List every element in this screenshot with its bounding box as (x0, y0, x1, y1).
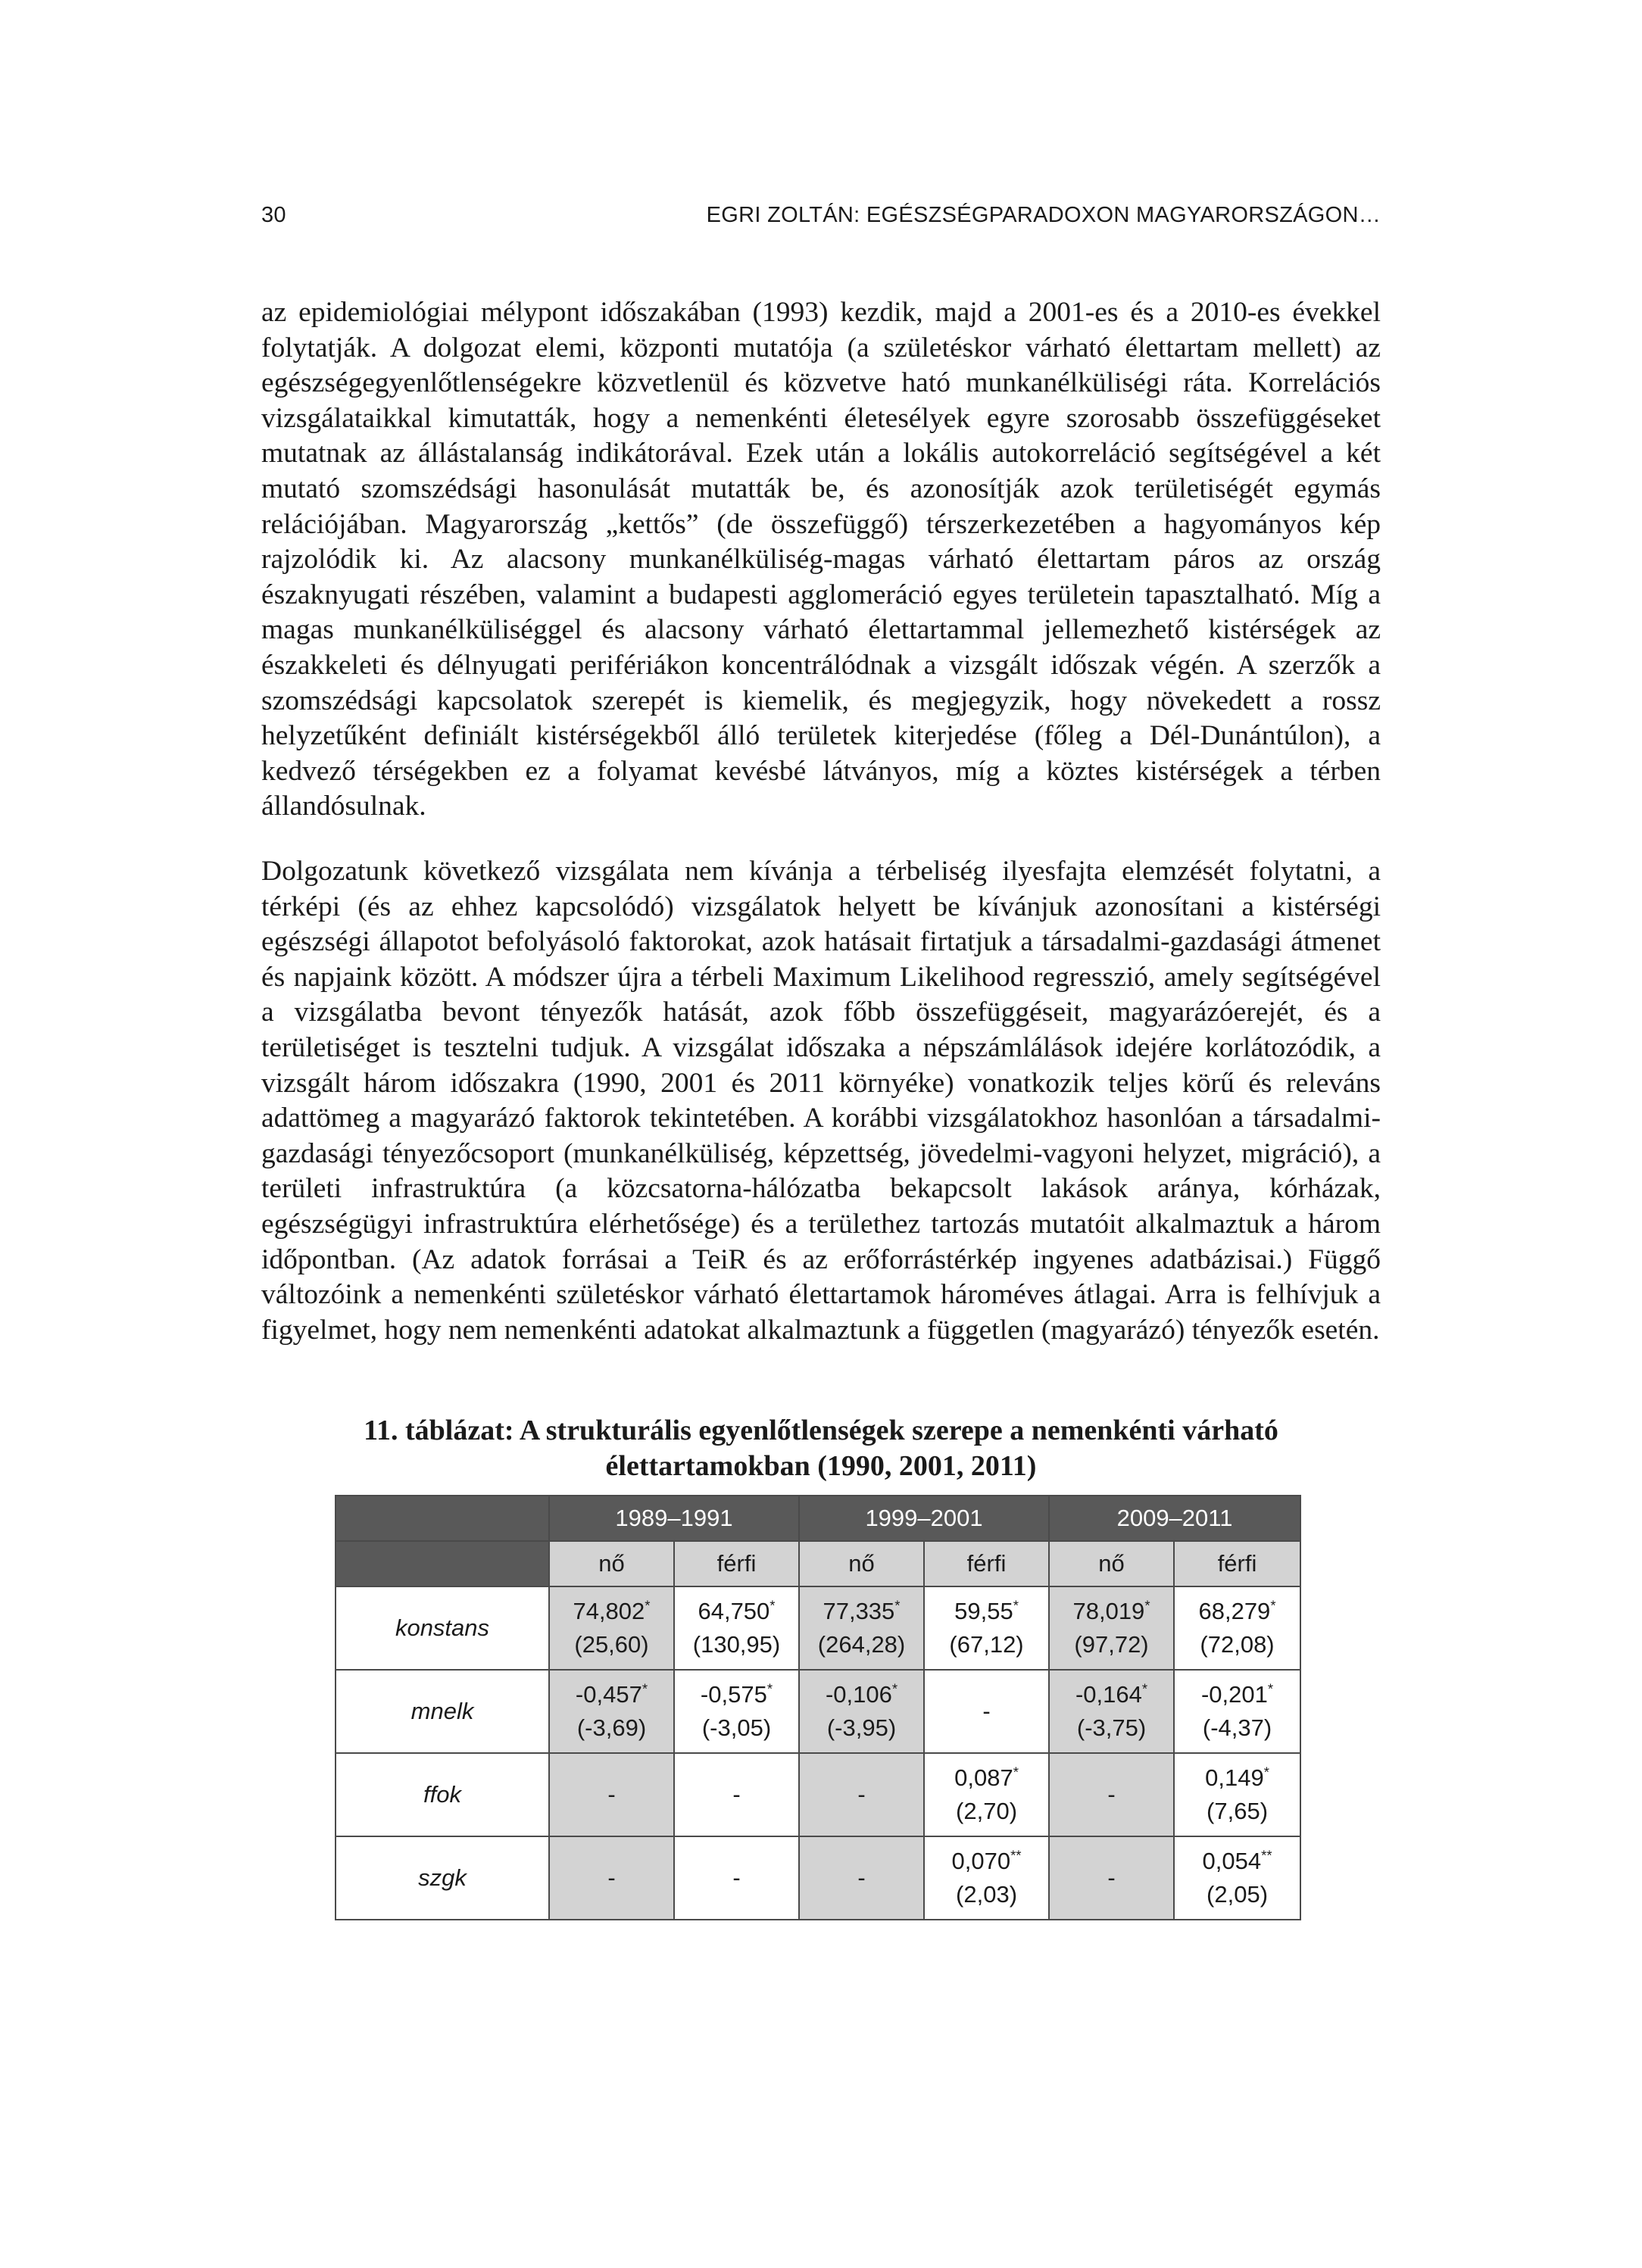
significance-mark: * (1144, 1597, 1150, 1614)
table-cell (549, 1586, 674, 1670)
table-cell (549, 1836, 674, 1920)
table-row (336, 1586, 1300, 1670)
variable-label: ffok (336, 1753, 549, 1836)
header-corner (336, 1496, 549, 1541)
table-cell (1049, 1753, 1174, 1836)
table-cell (674, 1753, 799, 1836)
body-paragraph-2: Dolgozatunk következő vizsgálata nem kívánja a térbeliség ilyesfajta elemzését folytatni, a térképi (és az ehhez kapcsolódó) vizsgálatok helyett be kívánjuk azonosítani a kistérségi egészségi állapotot befolyásoló faktorokat, azok hatásait firtatjuk a társadalmi-gazdasági átmenet és napjaink között. A módszer újra a térbeli Maximum Likelihood regresszió, amely segítségével a vizsgálatba bevont tényezők hatását, azok főbb összefüggéseit, magyarázóerejét, és a területiséget is tesztelni tudjuk. A vizsgálat időszaka a népszámlálások idejére korlátozódik, a vizsgált három időszakra (1990, 2001 és 2011 környéke) vonatkozik teljes körű és releváns adattömeg a magyarázó faktorok tekintetében. A korábbi vizsgálatokhoz hasonlóan a társadalmi-gazdasági tényezőcsoport (munkanélküliség, képzettség, jövedelmi-vagyoni helyzet, migráció), a területi infrastruktúra (a közcsatorna-hálózatba bekapcsolt lakások aránya, kórházak, egészségügyi infrastruktúra elérhetősége) és a területhez tartozás mutatóit alkalmaztuk a három időpontban. (Az adatok forrásai a TeiR és az erőforrástérkép ingyenes adatbázisai.) Függő változóink a nemenkénti születéskor várható élettartamok hároméves átlagai. Arra is felhívjuk a figyelmet, hogy nem nemenkénti adatokat alkalmaztunk a független (magyarázó) tényezők esetén. (261, 856, 1381, 1346)
t-value: (-4,37) (1202, 1714, 1272, 1741)
period-header: 2009–2011 (1049, 1496, 1300, 1541)
coefficient: 77,335 (823, 1598, 895, 1624)
significance-mark: * (645, 1597, 651, 1614)
coefficient: 59,55 (954, 1598, 1013, 1624)
t-value: (-3,95) (826, 1714, 897, 1741)
variable-label: konstans (336, 1586, 549, 1670)
t-value: (2,70) (956, 1798, 1018, 1824)
table-cell (674, 1586, 799, 1670)
table-cell (924, 1753, 1049, 1836)
coefficient: -0,457 (575, 1681, 642, 1708)
table-cell (799, 1836, 924, 1920)
t-value: (2,03) (956, 1881, 1018, 1908)
sex-header: nő (549, 1541, 674, 1586)
coefficient: 0,149 (1205, 1764, 1264, 1791)
table-cell (1174, 1836, 1300, 1920)
coefficient: 0,070 (951, 1848, 1011, 1874)
period-header: 1999–2001 (799, 1496, 1049, 1541)
table-cell (1049, 1670, 1174, 1753)
table-cell (549, 1670, 674, 1753)
period-header: 1989–1991 (549, 1496, 799, 1541)
header-corner (336, 1541, 549, 1586)
coefficient: - (732, 1781, 741, 1808)
table-cell (1174, 1586, 1300, 1670)
coefficient: 0,054 (1202, 1848, 1262, 1874)
t-value: (-3,75) (1076, 1714, 1147, 1741)
sex-header: nő (799, 1541, 924, 1586)
coefficient: - (1107, 1864, 1116, 1891)
table-cell (924, 1586, 1049, 1670)
running-head (261, 203, 1381, 236)
coefficient: - (982, 1698, 991, 1724)
coefficient: -0,575 (700, 1681, 767, 1708)
coefficient: -0,201 (1200, 1681, 1268, 1708)
coefficient: - (607, 1864, 616, 1891)
table-header-periods (336, 1496, 1300, 1541)
t-value: (264,28) (817, 1631, 906, 1658)
table-cell (1174, 1670, 1300, 1753)
page-number: 30 (261, 203, 286, 227)
coefficient: -0,106 (825, 1681, 892, 1708)
table-cell (799, 1753, 924, 1836)
sex-header: férfi (1174, 1541, 1300, 1586)
coefficient: 64,750 (698, 1598, 770, 1624)
significance-mark: * (642, 1680, 648, 1697)
significance-mark: ** (1261, 1847, 1272, 1864)
coefficient: 68,279 (1198, 1598, 1271, 1624)
variable-label: szgk (336, 1836, 549, 1920)
significance-mark: * (766, 1680, 773, 1697)
coefficient: - (857, 1864, 866, 1891)
significance-mark: * (894, 1597, 901, 1614)
significance-mark: * (1141, 1680, 1148, 1697)
coefficient: - (857, 1781, 866, 1808)
table-cell (799, 1670, 924, 1753)
significance-mark: * (1267, 1680, 1274, 1697)
table-cell (549, 1753, 674, 1836)
coefficient: 0,087 (954, 1764, 1013, 1791)
significance-mark: * (1270, 1597, 1276, 1614)
sex-header: férfi (924, 1541, 1049, 1586)
table-caption: 11. táblázat: A strukturális egyenlőtlenségek szerepe a nemenkénti várható élettartamokban (1990, 2001, 2011) (364, 1415, 1278, 1482)
table-row (336, 1753, 1300, 1836)
table-cell (924, 1670, 1049, 1753)
t-value: (-3,05) (701, 1714, 772, 1741)
t-value: (7,65) (1207, 1798, 1269, 1824)
t-value: (67,12) (949, 1631, 1024, 1658)
coefficient: 74,802 (573, 1598, 645, 1624)
t-value: (97,72) (1074, 1631, 1149, 1658)
table-cell (1049, 1586, 1174, 1670)
sex-header: férfi (674, 1541, 799, 1586)
table-header-sexes (336, 1541, 1300, 1586)
coefficient: 78,019 (1072, 1598, 1145, 1624)
variable-label: mnelk (336, 1670, 549, 1753)
table-cell (1049, 1836, 1174, 1920)
table-cell (1174, 1753, 1300, 1836)
significance-mark: * (1013, 1764, 1019, 1780)
coefficient: - (732, 1864, 741, 1891)
table-cell (674, 1836, 799, 1920)
sex-header: nő (1049, 1541, 1174, 1586)
table-row (336, 1836, 1300, 1920)
table-cell (799, 1586, 924, 1670)
coefficient: - (607, 1781, 616, 1808)
significance-mark: ** (1010, 1847, 1022, 1864)
coefficient: -0,164 (1075, 1681, 1142, 1708)
coefficient: - (1107, 1781, 1116, 1808)
significance-mark: * (769, 1597, 776, 1614)
table-cell (674, 1670, 799, 1753)
regression-table (335, 1495, 1301, 1920)
t-value: (25,60) (574, 1631, 649, 1658)
table-row (336, 1670, 1300, 1753)
table-cell (924, 1836, 1049, 1920)
t-value: (2,05) (1207, 1881, 1269, 1908)
significance-mark: * (1013, 1597, 1019, 1614)
t-value: (72,08) (1200, 1631, 1275, 1658)
body-paragraph-1: az epidemiológiai mélypont időszakában (1993) kezdik, majd a 2001-es és a 2010-es évekkel folytatják. A dolgozat elemi, központi mutatója (a születéskor várható élettartam mellett) az egészségegyenlőtlenségekre közvetlenül és közvetve ható munkanélküliségi ráta. Korrelációs vizsgálataikkal kimutatták, hogy a nemenkénti életesélyek egyre szorosabb összefüggéseket mutatnak az állástalanság indikátorával. Ezek után a lokális autokorreláció segítségével a két mutató szomszédsági hasonulását mutatták be, és azonosítják azok területiségét egymás relációjában. Magyarország „kettős” (de összefüggő) térszerkezetében a hagyományos kép rajzolódik ki. Az alacsony munkanélküliség-magas várható élettartam páros az ország északnyugati részében, valamint a budapesti agglomeráció egyes területein tapasztalható. Míg a magas munkanélküliséggel és alacsony várható élettartammal jellemezhető kistérségek az északkeleti és délnyugati perifériákon koncentrálódnak a vizsgált időszak végén. A szerzők a szomszédsági kapcsolatok szerepét is kiemelik, és megjegyzik, hogy növekedett a rossz helyzetűként definiált kistérségekből álló területek kiterjedése (főleg a Dél-Dunántúlon), a kedvező térségekben ez a folyamat kevésbé látványos, míg a köztes kistérségek a térben állandósulnak. (261, 297, 1381, 822)
significance-mark: * (891, 1680, 898, 1697)
t-value: (130,95) (692, 1631, 781, 1658)
t-value: (-3,69) (576, 1714, 647, 1741)
running-title: EGRI ZOLTÁN: EGÉSZSÉGPARADOXON MAGYARORSZÁGON… (706, 203, 1381, 227)
significance-mark: * (1263, 1764, 1269, 1780)
